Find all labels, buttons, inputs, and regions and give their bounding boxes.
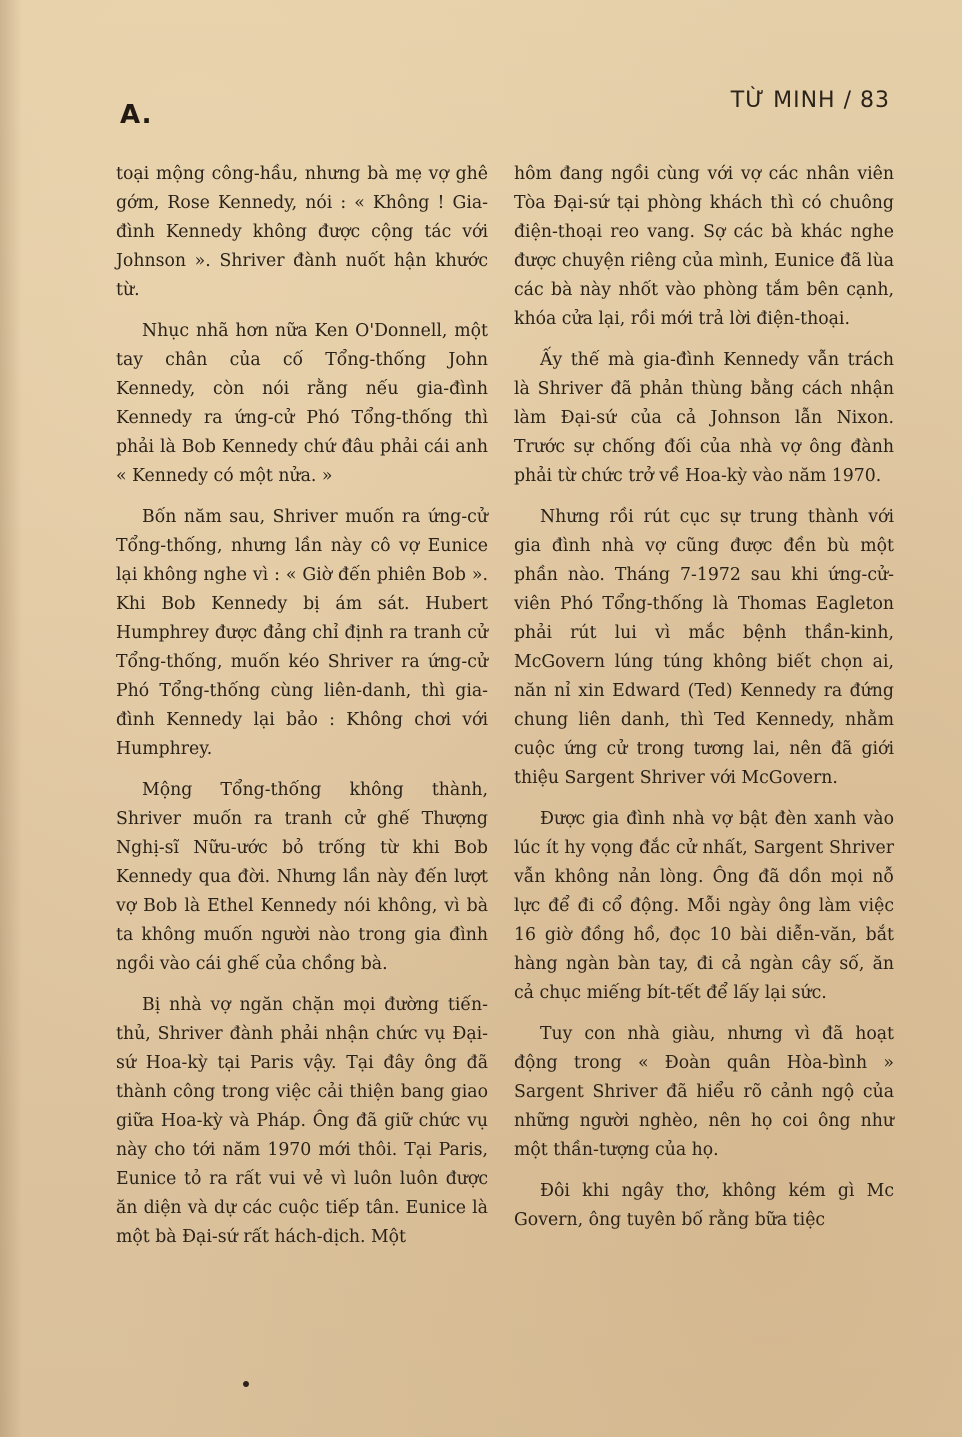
running-header: [727, 88, 894, 113]
paragraph: Nhưng rồi rút cục sự trung thành với gia đình nhà vợ cũng được đền bù một phần nào. Tháng 7-1972 sau khi ứng-cử-viên Phó Tổng-thống là Thomas Eagleton phải rút lui vì mắc bệnh thần-kinh, McGovern lúng túng không biết chọn ai, năn nỉ xin Edward (Ted) Kennedy ra đứng chung liên danh, thì Ted Kennedy, nhằm cuộc ứng cử trong tương lai, nên đã giới thiệu Sargent Shriver với McGovern.: [514, 507, 894, 788]
text-column-right: [514, 160, 894, 1247]
paragraph: hôm đang ngồi cùng với vợ các nhân viên Tòa Đại-sứ tại phòng khách thì có chuông điện-thoại reo vang. Sợ các bà khác nghe được chuyện riêng của mình, Eunice đã lùa các bà này nhốt vào phòng tắm bên cạnh, khóa cửa lại, rồi mới trả lời điện-thoại.: [514, 164, 894, 329]
paragraph: Bị nhà vợ ngăn chặn mọi đường tiến-thủ, Shriver đành phải nhận chức vụ Đại-sứ Hoa-kỳ tại Paris vậy. Tại đây ông đã thành công trong việc cải thiện bang giao giữa Hoa-kỳ và Pháp. Ông đã giữ chức vụ này cho tới năm 1970 mới thôi. Tại Paris, Eunice tỏ ra rất vui vẻ vì luôn luôn được ăn diện và dự các cuộc tiếp tân. Eunice là một bà Đại-sứ rất hách-dịch. Một: [116, 995, 488, 1247]
section-mark: A.: [120, 100, 153, 130]
paragraph: Nhục nhã hơn nữa Ken O'Donnell, một tay chân của cố Tổng-thống John Kennedy, còn nói rằng nếu gia-đình Kennedy ra ứng-cử Phó Tổng-thống thì phải là Bob Kennedy chứ đâu phải cái anh « Kennedy có một nửa. »: [116, 321, 488, 486]
paragraph: Đôi khi ngây thơ, không kém gì Mc Govern, ông tuyên bố rằng bữa tiệc: [514, 1181, 894, 1230]
page-number: 83: [860, 88, 890, 113]
paragraph: Được gia đình nhà vợ bật đèn xanh vào lúc ít hy vọng đắc cử nhất, Sargent Shriver vẫn không nản lòng. Ông đã dồn mọi nỗ lực để đi cổ động. Mỗi ngày ông làm việc 16 giờ đồng hồ, đọc 10 bài diễn-văn, bắt hàng ngàn bàn tay, đi cả ngàn cây số, ăn cả chục miếng bít-tết để lấy lại sức.: [514, 809, 894, 1003]
header-separator: /: [843, 88, 852, 113]
paragraph: Mộng Tổng-thống không thành, Shriver muốn ra tranh cử ghế Thượng Nghị-sĩ Nữu-ước bỏ trống từ khi Bob Kennedy qua đời. Nhưng lần này đến lượt vợ Bob là Ethel Kennedy nói không, vì bà ta không muốn người nào trong gia đình ngồi vào cái ghế của chồng bà.: [116, 780, 488, 974]
paragraph: Ấy thế mà gia-đình Kennedy vẫn trách là Shriver đã phản thùng bằng cách nhận làm Đại-sứ của cả Johnson lẫn Nixon. Trước sự chống đối của nhà vợ ông đành phải từ chức trở về Hoa-kỳ vào năm 1970.: [514, 350, 894, 486]
paragraph: Bốn năm sau, Shriver muốn ra ứng-cử Tổng-thống, nhưng lần này cô vợ Eunice lại không nghe vì : « Giờ đến phiên Bob ». Khi Bob Kennedy bị ám sát. Hubert Humphrey được đảng chỉ định ra tranh cử Tổng-thống, muốn kéo Shriver ra ứng-cử Phó Tổng-thống cùng liên-danh, thì gia-đình Kennedy lại bảo : Không chơi với Humphrey.: [116, 507, 488, 759]
running-title: TỪ MINH: [730, 88, 836, 113]
paragraph: toại mộng công-hầu, nhưng bà mẹ vợ ghê gớm, Rose Kennedy, nói : « Không ! Gia-đình Kennedy không được cộng tác với Johnson ». Shriver đành nuốt hận khước từ.: [116, 164, 488, 300]
text-column-left: [116, 160, 488, 1264]
ink-dot: [243, 1381, 249, 1387]
paragraph: Tuy con nhà giàu, nhưng vì đã hoạt động trong « Đoàn quân Hòa-bình » Sargent Shriver đã hiểu rõ cảnh ngộ của những người nghèo, nên họ coi ông như một thần-tượng của họ.: [514, 1024, 894, 1160]
